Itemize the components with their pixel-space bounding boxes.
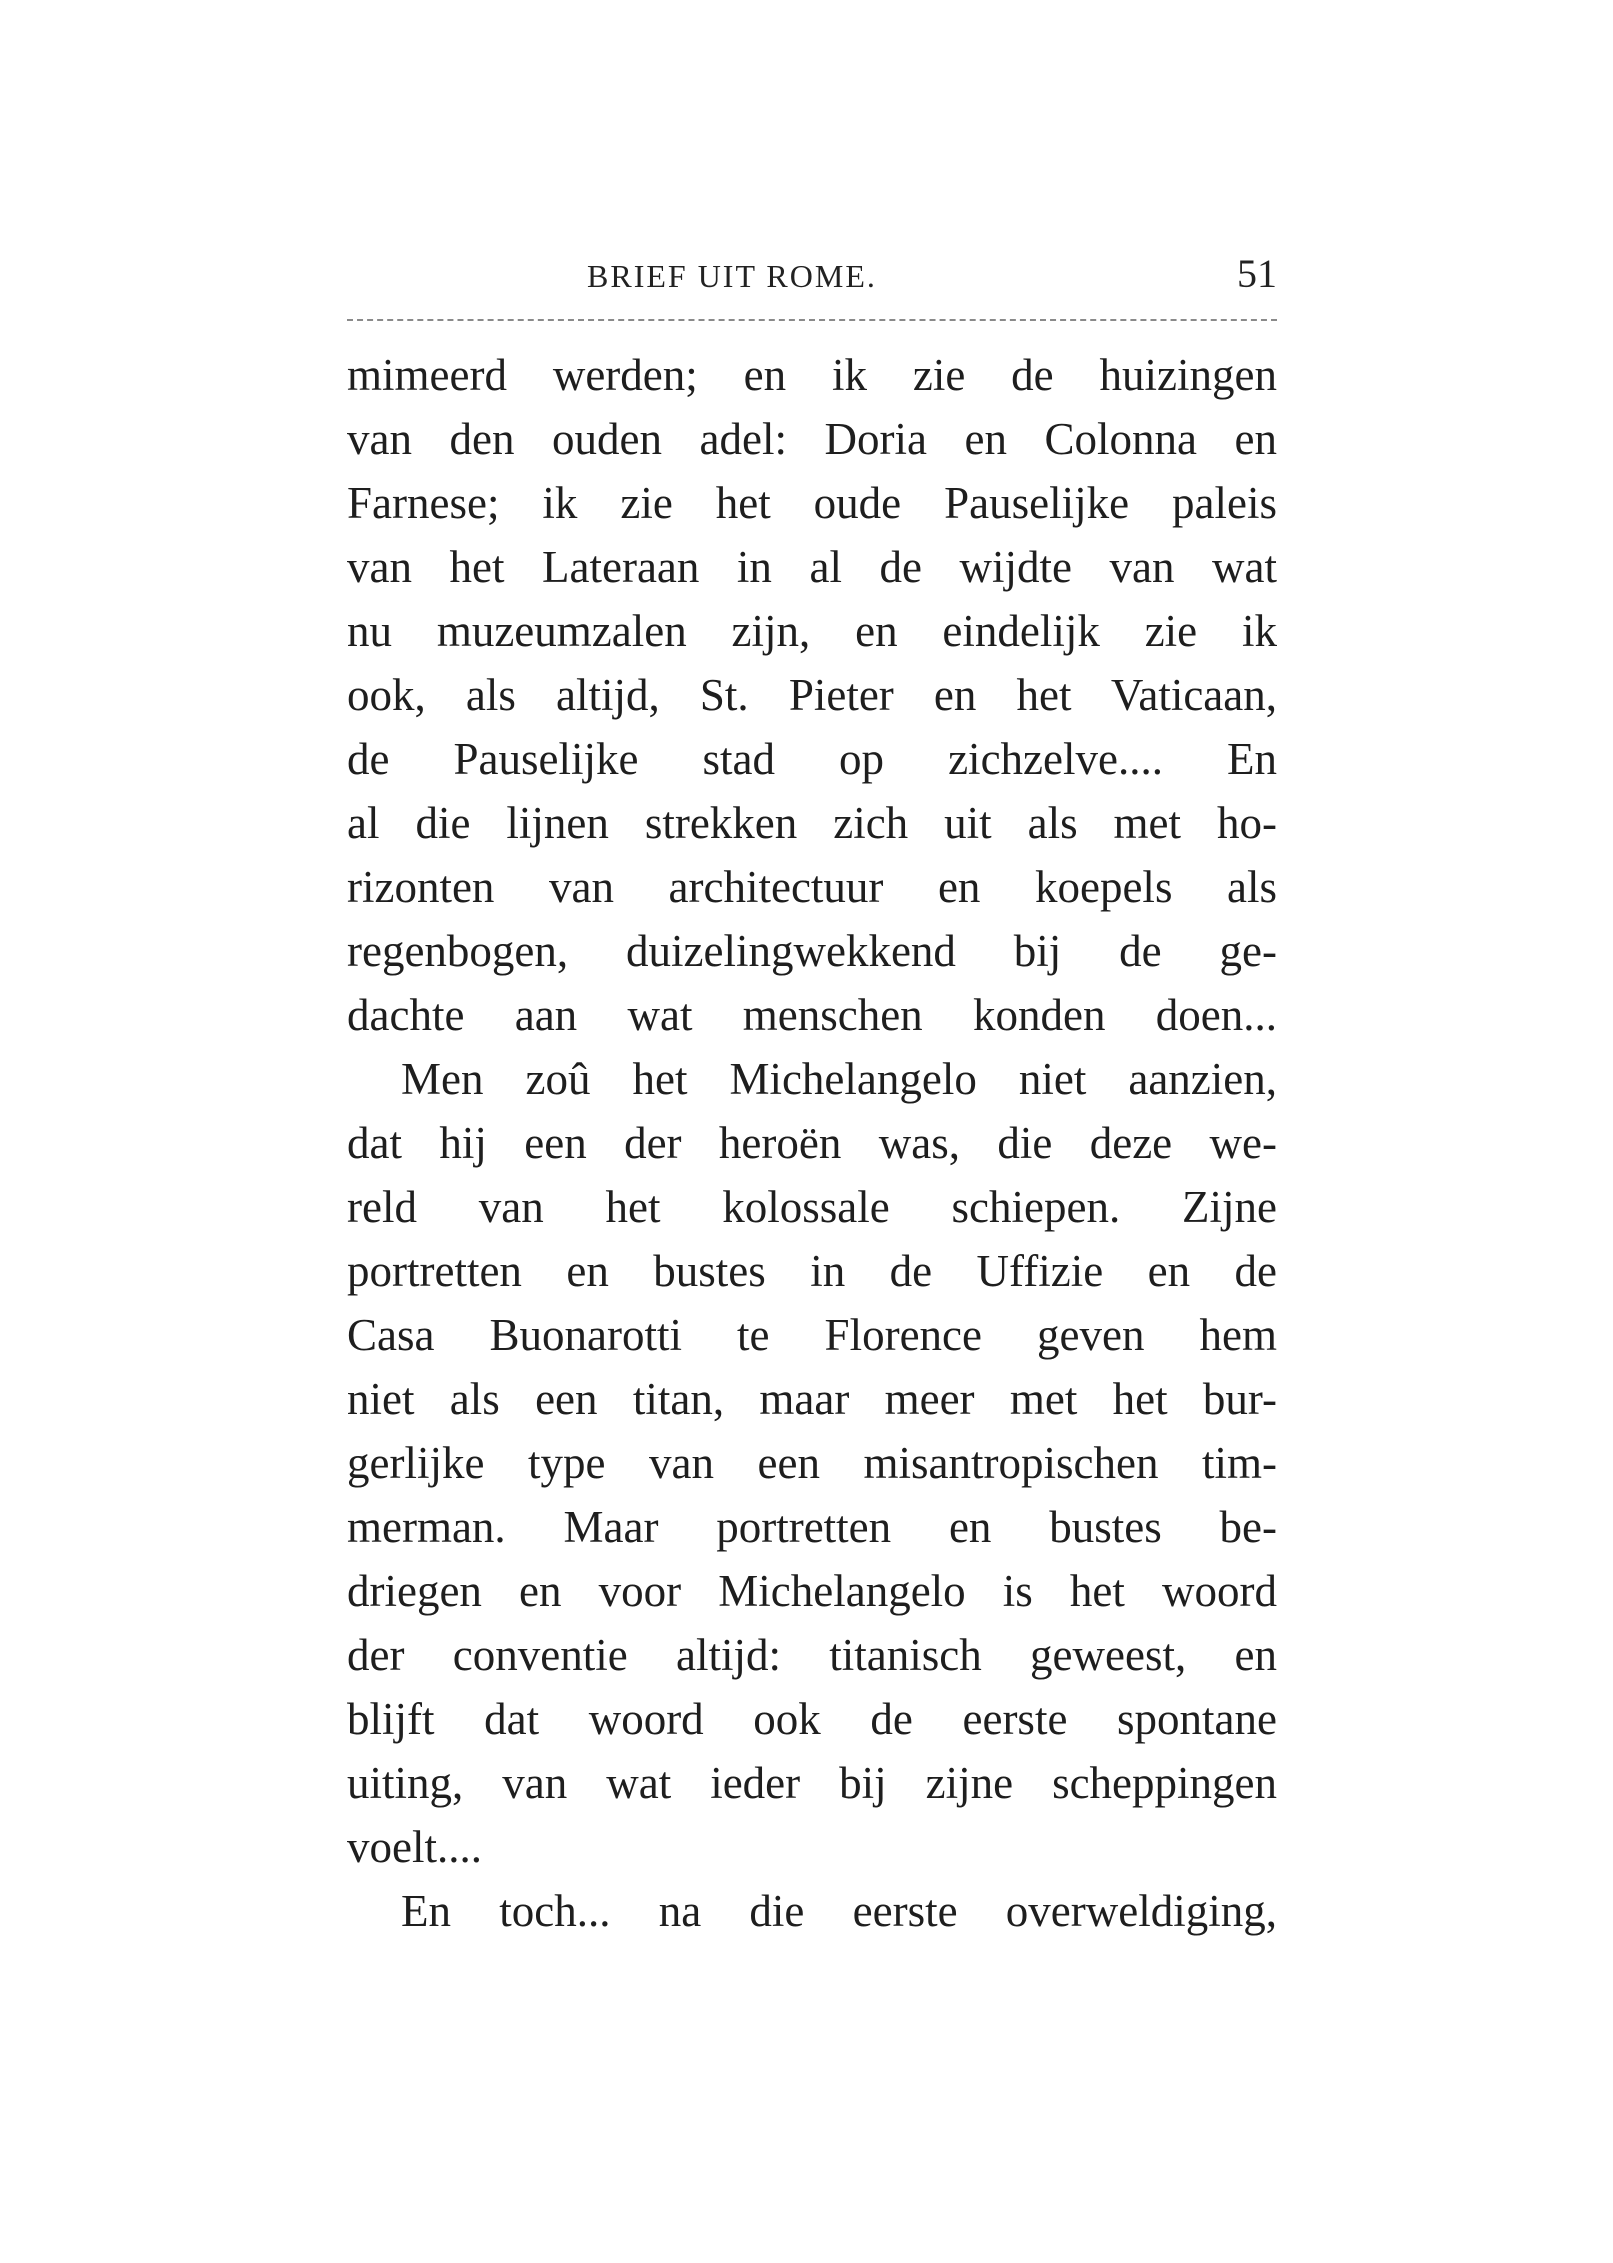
text-line: driegen en voor Michelangelo is het woord: [347, 1566, 1277, 1616]
text-line: Farnese; ik zie het oude Pauselijke paleis: [347, 478, 1277, 528]
text-line: En toch... na die eerste overweldiging,: [401, 1886, 1277, 1936]
text-line: dachte aan wat menschen konden doen...: [347, 990, 1277, 1040]
text-line: rizonten van architectuur en koepels als: [347, 862, 1277, 912]
text-line: merman. Maar portretten en bustes be-: [347, 1502, 1277, 1552]
text-line: van het Lateraan in al de wijdte van wat: [347, 542, 1277, 592]
text-line: voelt....: [347, 1822, 482, 1872]
text-line: Casa Buonarotti te Florence geven hem: [347, 1310, 1277, 1360]
text-line: gerlijke type van een misantropischen tim-: [347, 1438, 1277, 1488]
text-line: blijft dat woord ook de eerste spontane: [347, 1694, 1277, 1744]
text-line: nu muzeumzalen zijn, en eindelijk zie ik: [347, 606, 1277, 656]
text-line: reld van het kolossale schiepen. Zijne: [347, 1182, 1277, 1232]
text-line: van den ouden adel: Doria en Colonna en: [347, 414, 1277, 464]
text-line: der conventie altijd: titanisch geweest, en: [347, 1630, 1277, 1680]
text-line: Men zoû het Michelangelo niet aanzien,: [401, 1054, 1277, 1104]
text-line: niet als een titan, maar meer met het bur-: [347, 1374, 1277, 1424]
body-text: [347, 343, 1277, 1943]
running-title: BRIEF UIT ROME.: [587, 258, 877, 294]
text-line: dat hij een der heroën was, die deze we-: [347, 1118, 1277, 1168]
text-line: mimeerd werden; en ik zie de huizingen: [347, 350, 1277, 400]
page-header: [347, 250, 1277, 310]
text-line: ook, als altijd, St. Pieter en het Vaticaan,: [347, 670, 1277, 720]
text-line: al die lijnen strekken zich uit als met ho-: [347, 798, 1277, 848]
header-rule: [347, 319, 1277, 321]
text-line: uiting, van wat ieder bij zijne scheppingen: [347, 1758, 1277, 1808]
text-line: de Pauselijke stad op zichzelve.... En: [347, 734, 1277, 784]
text-line: portretten en bustes in de Uffizie en de: [347, 1246, 1277, 1296]
text-line: regenbogen, duizelingwekkend bij de ge-: [347, 926, 1277, 976]
page-number: 51: [1237, 251, 1277, 296]
